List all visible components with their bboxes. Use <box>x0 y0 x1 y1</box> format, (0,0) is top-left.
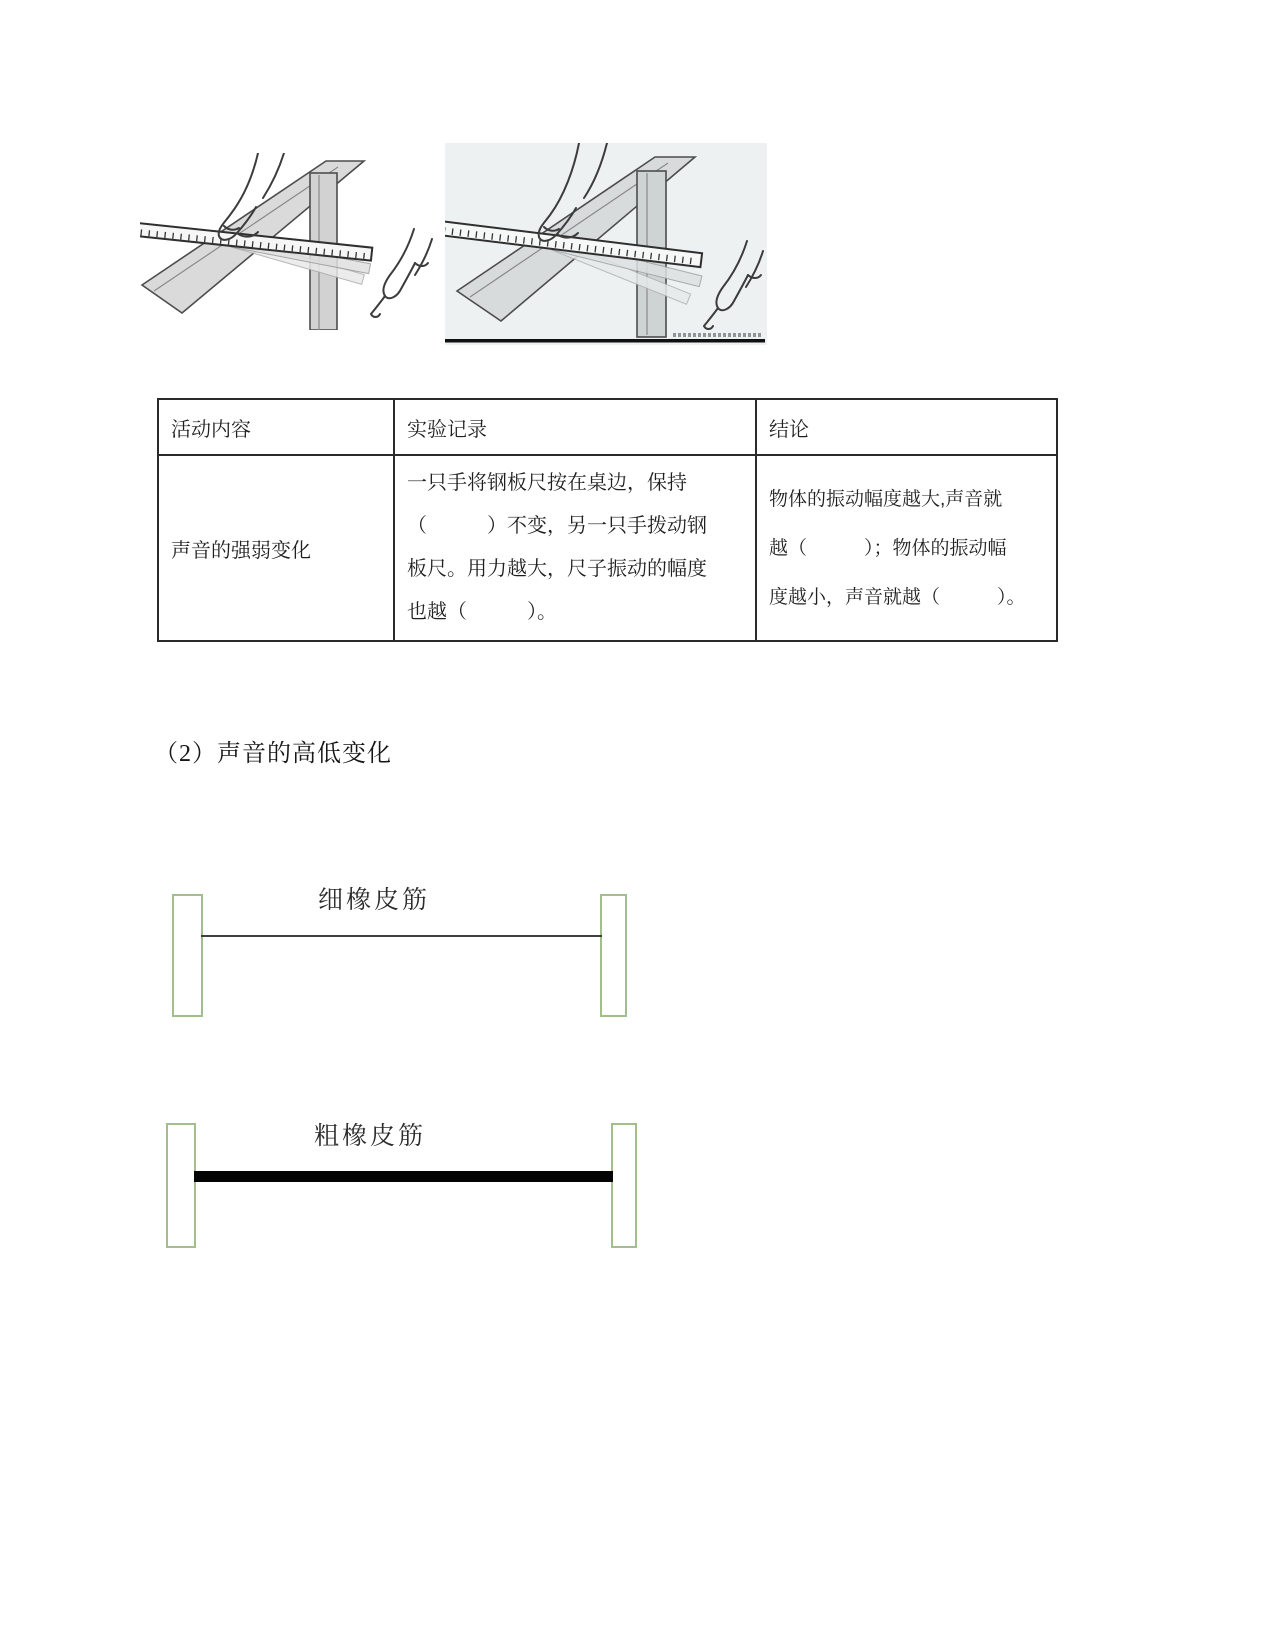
record-line: 一只手将钢板尺按在桌边，保持 <box>407 472 687 494</box>
thin-band-label: 细橡皮筋 <box>318 886 431 914</box>
cell-record <box>394 455 756 641</box>
conclusion-line: 度越小，声音就越（ ）。 <box>769 586 1026 608</box>
record-line: 也越（ ）。 <box>407 601 557 623</box>
col-header-activity: 活动内容 <box>158 399 394 455</box>
baseline-rule <box>445 339 765 343</box>
ruler-pluck-illustration-small <box>140 153 440 330</box>
plucking-hand-drawing <box>371 229 432 317</box>
section-heading: （2）声音的高低变化 <box>154 741 392 767</box>
cell-conclusion <box>756 455 1057 641</box>
col-header-record: 实验记录 <box>394 399 756 455</box>
record-line: （ ）不变，另一只手拨动钢 <box>407 515 707 537</box>
table-header-row <box>158 399 1057 455</box>
ruler-pluck-drawing <box>445 143 767 345</box>
cell-activity: 声音的强弱变化 <box>158 455 394 641</box>
thin-rubber-band <box>201 935 602 937</box>
rubber-band-post <box>166 1123 196 1248</box>
thick-band-label: 粗橡皮筋 <box>314 1122 427 1150</box>
rubber-band-post <box>172 894 203 1017</box>
activity-table <box>157 398 1058 642</box>
table-row <box>158 455 1057 641</box>
rubber-band-post <box>611 1123 637 1248</box>
ruler-pluck-illustration-large <box>445 143 767 345</box>
col-header-conclusion: 结论 <box>756 399 1057 455</box>
rubber-band-post <box>600 894 627 1017</box>
ruler-pluck-drawing <box>140 153 440 330</box>
conclusion-line: 物体的振动幅度越大,声音就 <box>769 488 1003 510</box>
record-line: 板尺。用力越大，尺子振动的幅度 <box>407 558 707 580</box>
thick-rubber-band <box>194 1171 613 1182</box>
conclusion-line: 越（ ）；物体的振动幅 <box>769 537 1007 559</box>
